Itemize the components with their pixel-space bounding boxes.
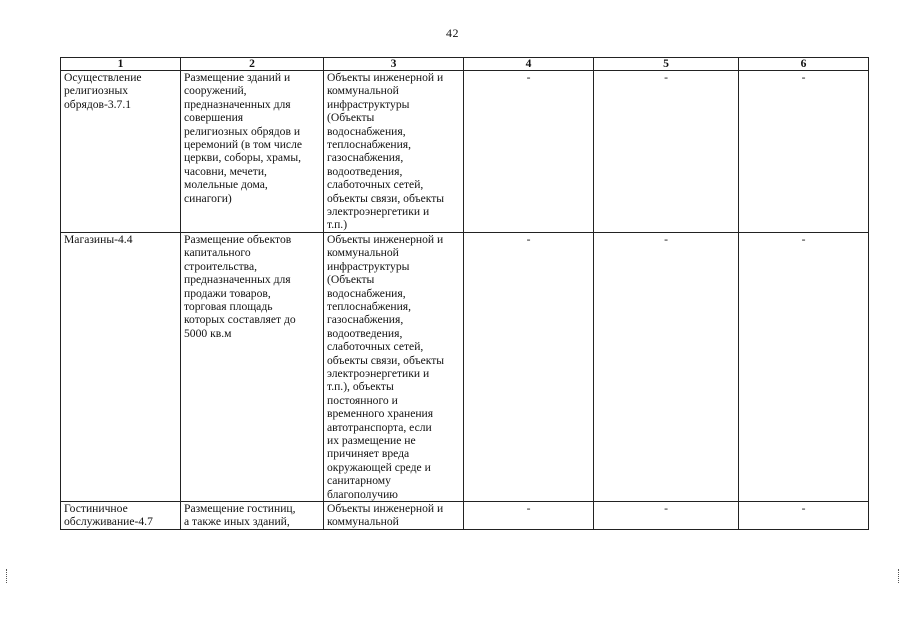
table-cell-col6: - xyxy=(739,232,869,501)
table-row xyxy=(61,502,869,530)
table-cell-col5: - xyxy=(594,232,739,501)
cell-text-line: совершения xyxy=(184,111,244,125)
table-cell-col6: - xyxy=(739,71,869,233)
cell-text-line: инфраструктуры xyxy=(327,259,410,273)
table-cell-col5: - xyxy=(594,71,739,233)
cell-text-line: автотранспорта, если xyxy=(327,420,432,434)
cell-text-line: Объекты инженерной и xyxy=(327,71,444,84)
cell-text-line: временного хранения xyxy=(327,407,434,421)
table-cell-col1 xyxy=(61,232,181,501)
column-header-1: 1 xyxy=(61,58,181,71)
cell-text-line: строительства, xyxy=(184,259,258,273)
cell-text-line: коммунальной xyxy=(327,515,399,529)
table-cell-col4: - xyxy=(464,232,594,501)
cell-text-line: т.п.) xyxy=(327,218,348,232)
cell-text-line: молельные дома, xyxy=(184,178,268,192)
cell-text-line: газоснабжения, xyxy=(327,313,404,327)
cell-text-line: их размещение не xyxy=(327,433,416,447)
cell-text-line: (Объекты xyxy=(327,111,375,125)
table-cell-col2 xyxy=(181,71,324,233)
cell-text-line: (Объекты xyxy=(327,273,375,287)
cell-text-line: Размещение гостиниц, xyxy=(184,502,296,515)
table-cell-col4: - xyxy=(464,502,594,530)
cell-text-line: объекты связи, объекты xyxy=(327,191,445,205)
table-cell-col2 xyxy=(181,232,324,501)
cell-text-line: т.п.), объекты xyxy=(327,380,394,394)
cell-text-line: водоотведения, xyxy=(327,164,403,178)
cell-text-line: предназначенных для xyxy=(184,273,291,287)
cell-text-line: Размещение объектов xyxy=(184,232,292,246)
scan-edge-mark-right xyxy=(898,569,901,583)
cell-text-line: водоснабжения, xyxy=(327,124,406,138)
cell-text-line: 5000 кв.м xyxy=(184,326,232,340)
cell-text-line: торговая площадь xyxy=(184,299,273,313)
cell-text-line: часовни, мечети, xyxy=(184,164,267,178)
table-cell-col6: - xyxy=(739,502,869,530)
cell-text-line: Объекты инженерной и xyxy=(327,502,444,515)
cell-text-line: продажи товаров, xyxy=(184,286,271,300)
cell-text-line: благополучию xyxy=(327,487,398,501)
cell-text-line: религиозных xyxy=(64,84,129,98)
table-cell-col1 xyxy=(61,502,181,530)
cell-text-line: водоснабжения, xyxy=(327,286,406,300)
scan-edge-mark-left xyxy=(6,569,9,583)
cell-text-line: предназначенных для xyxy=(184,97,291,111)
column-header-6: 6 xyxy=(739,58,869,71)
cell-text-line: Осуществление xyxy=(64,71,142,84)
cell-text-line: газоснабжения, xyxy=(327,151,404,165)
cell-text-line: сооружений, xyxy=(184,84,247,98)
cell-text-line: слаботочных сетей, xyxy=(327,178,424,192)
cell-text-line: синагоги) xyxy=(184,191,232,205)
page-number: 42 xyxy=(446,26,459,40)
table-cell-col3 xyxy=(324,232,464,501)
cell-text-line: коммунальной xyxy=(327,246,399,260)
cell-text-line: Размещение зданий и xyxy=(184,71,291,84)
cell-text-line: инфраструктуры xyxy=(327,97,410,111)
table-cell-col3 xyxy=(324,502,464,530)
cell-text-line: санитарному xyxy=(327,474,391,488)
cell-text-line: религиозных обрядов и xyxy=(184,124,301,138)
cell-text-line: слаботочных сетей, xyxy=(327,340,424,354)
cell-text-line: электроэнергетики и xyxy=(327,205,430,219)
column-header-2: 2 xyxy=(181,58,324,71)
table-row xyxy=(61,71,869,233)
cell-text-line: постоянного и xyxy=(327,393,398,407)
table-cell-col3 xyxy=(324,71,464,233)
cell-text-line: церемоний (в том числе xyxy=(184,138,303,152)
column-header-5: 5 xyxy=(594,58,739,71)
column-header-3: 3 xyxy=(324,58,464,71)
table-header-row xyxy=(61,58,869,71)
table-cell-col2 xyxy=(181,502,324,530)
cell-text-line: капитального xyxy=(184,246,251,260)
cell-text-line: а также иных зданий, xyxy=(184,515,290,529)
column-header-4: 4 xyxy=(464,58,594,71)
table-row xyxy=(61,232,869,501)
cell-text-line: Объекты инженерной и xyxy=(327,232,444,246)
cell-text-line: обрядов-3.7.1 xyxy=(64,97,132,111)
cell-text-line: коммунальной xyxy=(327,84,399,98)
table-cell-col5: - xyxy=(594,502,739,530)
cell-text-line: обслуживание-4.7 xyxy=(64,515,153,529)
table-cell-col1 xyxy=(61,71,181,233)
cell-text-line: водоотведения, xyxy=(327,326,403,340)
cell-text-line: которых составляет до xyxy=(184,313,296,327)
cell-text-line: теплоснабжения, xyxy=(327,299,412,313)
cell-text-line: церкви, соборы, храмы, xyxy=(184,151,302,165)
cell-text-line: объекты связи, объекты xyxy=(327,353,445,367)
cell-text-line: Гостиничное xyxy=(64,502,128,515)
document-table xyxy=(60,57,869,530)
cell-text-line: теплоснабжения, xyxy=(327,138,412,152)
table-cell-col4: - xyxy=(464,71,594,233)
cell-text-line: Магазины-4.4 xyxy=(64,232,133,246)
cell-text-line: окружающей среде и xyxy=(327,460,431,474)
cell-text-line: причиняет вреда xyxy=(327,447,410,461)
cell-text-line: электроэнергетики и xyxy=(327,366,430,380)
